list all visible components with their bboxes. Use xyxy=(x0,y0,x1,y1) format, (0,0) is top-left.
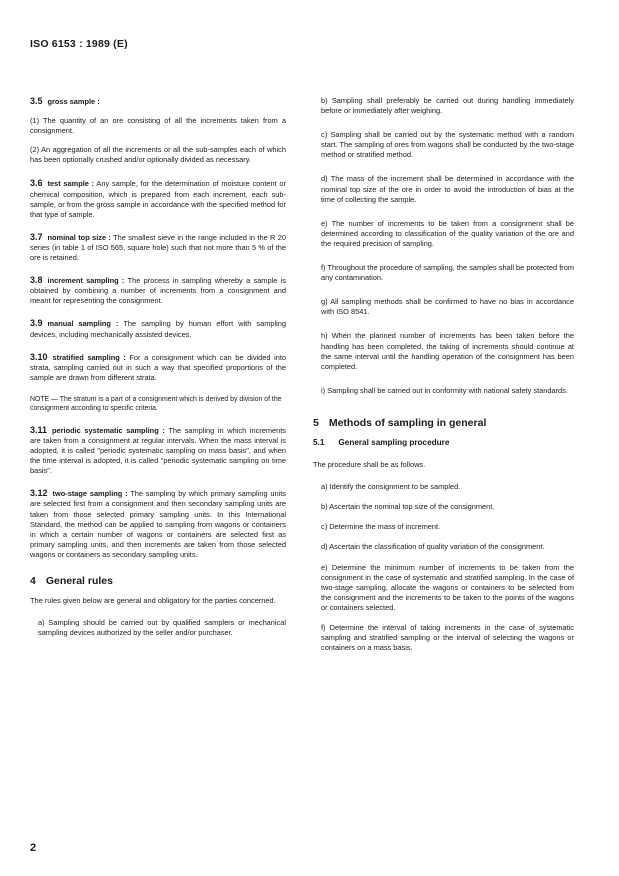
definition-text: The smallest sieve in the range included in the R 20 series (in table 1 of ISO 565, square hole) such that not more than 5 % of the ore is retained. xyxy=(30,232,286,263)
clause-number: 3.11 xyxy=(30,424,48,435)
procedure-step: c) Determine the mass of increment. xyxy=(321,522,441,532)
clause-number: 3.9 xyxy=(30,318,43,329)
definition-entry xyxy=(30,488,286,560)
definition-text: (2) An aggregation of all the increments or all the sub-samples each of which has been optionally crushed and/or optionally divided as necessary. xyxy=(30,145,286,165)
subsection-heading xyxy=(313,438,574,448)
subsection-number: 5.1 xyxy=(313,437,325,447)
clause-number: 3.6 xyxy=(30,178,43,189)
procedure-step: d) Ascertain the classification of quality variation of the consignment. xyxy=(321,542,545,552)
procedure-step: b) Ascertain the nominal top size of the consignment. xyxy=(321,502,495,512)
list-item: h) When the planned number of increments has been taken before the handling has been completed, the taking of increments should continue at the same interval until the handling operation of the consignment has been completed. xyxy=(321,331,574,371)
section-heading xyxy=(30,576,286,586)
clause-number: 3.7 xyxy=(30,231,43,242)
list-item: b) Sampling shall preferably be carried out during handling immediately before or immediately after weighing. xyxy=(321,96,574,116)
subsection-title: General sampling procedure xyxy=(338,437,450,447)
section-title: Methods of sampling in general xyxy=(328,416,487,429)
defined-term: nominal top size : xyxy=(47,232,111,242)
definition-entry xyxy=(30,275,286,306)
section-heading xyxy=(313,418,574,428)
definition-text: The process in sampling whereby a sample is obtained by combining a number of increments from a consignment and meant for representing the consignment. xyxy=(30,276,286,306)
page-number: 2 xyxy=(30,842,37,854)
list-item: i) Sampling shall be carried out in conformity with national safety standards. xyxy=(321,385,568,395)
definition-entry xyxy=(30,352,286,383)
list-item: e) The number of increments to be taken from a consignment shall be determined according to classification of the quality variation of the ore and the required precision of sampling. xyxy=(321,218,574,248)
definition-text: Any sample, for the determination of moisture content or chemical composition, which is prepared from each increment, each sub-sample, or from the gross sample in accordance with the specified method for that type of sample. xyxy=(30,179,287,219)
definition-text: (1) The quantity of an ore consisting of all the increments taken from a consignment. xyxy=(30,116,286,136)
section-number: 4 xyxy=(30,575,36,587)
procedure-step: e) Determine the minimum number of increments to be taken from the consignment in the case of systematic and stratified sampling. In the case of two-stage sampling, allocate the wagons or containers to be selected from the consignment and the increments to be taken to the points of the wagons or containers selected. xyxy=(321,562,574,612)
defined-term: test sample : xyxy=(47,179,95,189)
list-item: d) The mass of the increment shall be determined in accordance with the nominal top size of the ore in order to avoid the introduction of bias at the time of collecting the sample. xyxy=(321,174,574,204)
document-header: ISO 6153 : 1989 (E) xyxy=(30,38,128,50)
definition-entry xyxy=(30,96,286,107)
right-column xyxy=(313,96,574,663)
clause-number: 3.8 xyxy=(30,275,43,286)
list-item: g) All sampling methods shall be confirmed to have no bias in accordance with ISO 8541. xyxy=(321,297,574,317)
procedure-intro: The procedure shall be as follows. xyxy=(313,460,426,470)
list-item: a) Sampling should be carried out by qualified samplers or mechanical sampling devices authorized by the seller and/or purchaser. xyxy=(38,618,286,638)
definition-entry xyxy=(30,425,286,476)
definition-text: The sampling in which increments are taken from a consignment at regular intervals. When the mass interval is adopted, it is called "periodic systematic sampling on mass basis", and when the time interval is adopted, it is called "periodic systematic sampling on time basis". xyxy=(30,425,286,476)
clause-number: 3.12 xyxy=(30,488,48,499)
clause-number: 3.5 xyxy=(30,96,43,106)
note: NOTE — The stratum is a part of a consignment which is derived by division of the consignment according to specific criteria. xyxy=(30,395,282,412)
list-item: f) Throughout the procedure of sampling, the samples shall be protected from any contamination. xyxy=(321,263,574,283)
defined-term: periodic systematic sampling : xyxy=(52,425,165,435)
list-item: c) Sampling shall be carried out by the systematic method with a random start. The sampling of ores from wagons shall be conducted by the two-stage method or stratified method. xyxy=(321,130,574,160)
defined-term: two-stage sampling : xyxy=(52,489,128,499)
defined-term: gross sample : xyxy=(47,97,100,106)
definition-text: The sampling by human effort with sampling devices, including mechanically assisted devices. xyxy=(30,319,286,339)
definition-entry xyxy=(30,232,286,263)
section-title: General rules xyxy=(45,575,113,587)
procedure-step: f) Determine the interval of taking increments in the case of systematic sampling and stratified sampling or the interval of selecting the wagons or containers on a mass basis. xyxy=(321,623,574,653)
clause-number: 3.10 xyxy=(30,351,48,362)
left-column xyxy=(30,96,286,647)
section-intro: The rules given below are general and obligatory for the parties concerned. xyxy=(30,596,276,606)
definition-entry xyxy=(30,178,286,219)
defined-term: increment sampling : xyxy=(47,276,125,286)
definition-text: For a consignment which can be divided into strata, sampling carried out in such a way that specified proportions of the sample are drawn from different strata. xyxy=(30,352,286,382)
defined-term: manual sampling : xyxy=(47,319,119,329)
definition-text: The sampling by which primary sampling units are selected first from a consignment and then secondary sampling units are taken from those selected primary sampling units. In this International Standard, the method can be applied to sampling from wagons or containers in which a certain number of wagons or containers are selected first as primary sampling units, and then increments are taken from those selected wagons or containers as secondary sampling units. xyxy=(30,489,286,559)
procedure-step: a) Identify the consignment to be sampled. xyxy=(321,482,461,492)
definition-entry xyxy=(30,318,286,339)
defined-term: stratified sampling : xyxy=(52,352,126,362)
section-number: 5 xyxy=(313,416,319,429)
